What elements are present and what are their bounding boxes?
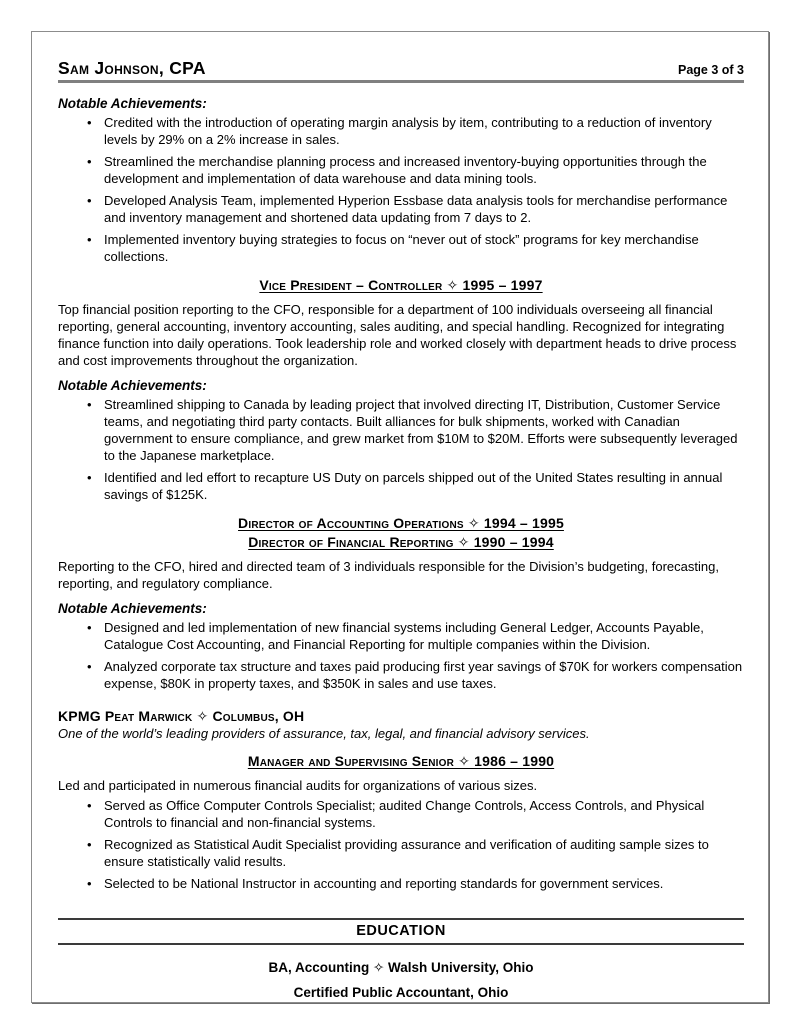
bullet-list <box>58 114 744 265</box>
bullet-item: • Analyzed corporate tax structure and taxes paid producing first year savings of $70K for workers compensation expense, $80K in property taxes, and $350K in sales and use taxes. <box>104 658 744 692</box>
bullet-item: • Designed and led implementation of new financial systems including General Ledger, Accounts Payable, Catalogue Cost Accounting, and Financial Reporting for multiple companies within the Division. <box>104 619 744 653</box>
role-summary: Reporting to the CFO, hired and directed team of 3 individuals responsible for the Division’s budgeting, forecasting, reporting, and regulatory compliance. <box>58 559 719 591</box>
bullet-item: • Served as Office Computer Controls Specialist; audited Change Controls, Access Controls, and Physical Controls to financial and non-financial systems. <box>104 797 744 831</box>
role-heading-director-accounting: Director of Accounting Operations ✧ 1994 – 1995 <box>238 515 564 531</box>
bullet-item: • Implemented inventory buying strategies to focus on “never out of stock” programs for key merchandise collections. <box>104 231 744 265</box>
role-summary: Led and participated in numerous financial audits for organizations of various sizes. <box>58 778 538 793</box>
page-header <box>58 58 744 83</box>
education-section <box>58 918 744 1000</box>
education-degree: BA, Accounting ✧ Walsh University, Ohio <box>268 960 534 975</box>
bullet-list <box>58 396 744 503</box>
candidate-name: Sam Johnson, CPA <box>58 58 206 78</box>
employer-tagline: One of the world’s leading providers of assurance, tax, legal, and financial advisory services. <box>58 726 590 741</box>
bullet-item: • Selected to be National Instructor in accounting and reporting standards for government services. <box>104 875 744 892</box>
education-certification: Certified Public Accountant, Ohio <box>293 985 509 1000</box>
header-rule <box>58 80 744 83</box>
role-summary: Top financial position reporting to the CFO, responsible for a department of 100 individuals overseeing all financial reporting, general accounting, inventory accounting, sales auditing, and special handling. Recognized for integrating finance function into daily operations. Took leadership role and worked closely with department heads to drive process and cost improvements throughout the organization. <box>58 302 737 368</box>
role-heading-director-financial: Director of Financial Reporting ✧ 1990 – 1994 <box>248 534 554 550</box>
bullet-item: • Streamlined shipping to Canada by leading project that involved directing IT, Distribution, Customer Service teams, and negotiating third party contacts. Built alliances for bulk shipments, worked with Canadian government to ensure compliance, and grew market from $10M to $20M. Efforts were subsequently leveraged to the Japanese marketplace. <box>104 396 744 464</box>
notable-achievements-label: Notable Achievements: <box>58 601 207 616</box>
role-heading-manager-senior: Manager and Supervising Senior ✧ 1986 – 1990 <box>247 753 555 769</box>
bullet-item: • Identified and led effort to recapture US Duty on parcels shipped out of the United States resulting in annual savings of $125K. <box>104 469 744 503</box>
bullet-list <box>58 797 744 892</box>
bullet-item: • Credited with the introduction of operating margin analysis by item, contributing to a reduction of inventory levels by 29% on a 2% increase in sales. <box>104 114 744 148</box>
bullet-list <box>58 619 744 692</box>
education-title-rules <box>58 918 744 945</box>
page-number: Page 3 of 3 <box>678 63 744 77</box>
notable-achievements-label: Notable Achievements: <box>58 96 207 111</box>
resume-page <box>31 31 769 1003</box>
bullet-item: • Streamlined the merchandise planning process and increased inventory-buying opportunities through the development and implementation of data warehouse and data mining tools. <box>104 153 744 187</box>
notable-achievements-label: Notable Achievements: <box>58 378 207 393</box>
bullet-item: • Developed Analysis Team, implemented Hyperion Essbase data analysis tools for merchandise performance and inventory management and shortened data updating from 7 days to 2. <box>104 192 744 226</box>
education-title: EDUCATION <box>356 923 446 939</box>
role-heading-vp-controller: Vice President – Controller ✧ 1995 – 1997 <box>259 277 543 293</box>
employer-block <box>58 708 744 741</box>
employer-name: KPMG Peat Marwick ✧ Columbus, OH <box>58 708 305 724</box>
bullet-item: • Recognized as Statistical Audit Specialist providing assurance and verification of auditing sample sizes to ensure statistically valid results. <box>104 836 744 870</box>
